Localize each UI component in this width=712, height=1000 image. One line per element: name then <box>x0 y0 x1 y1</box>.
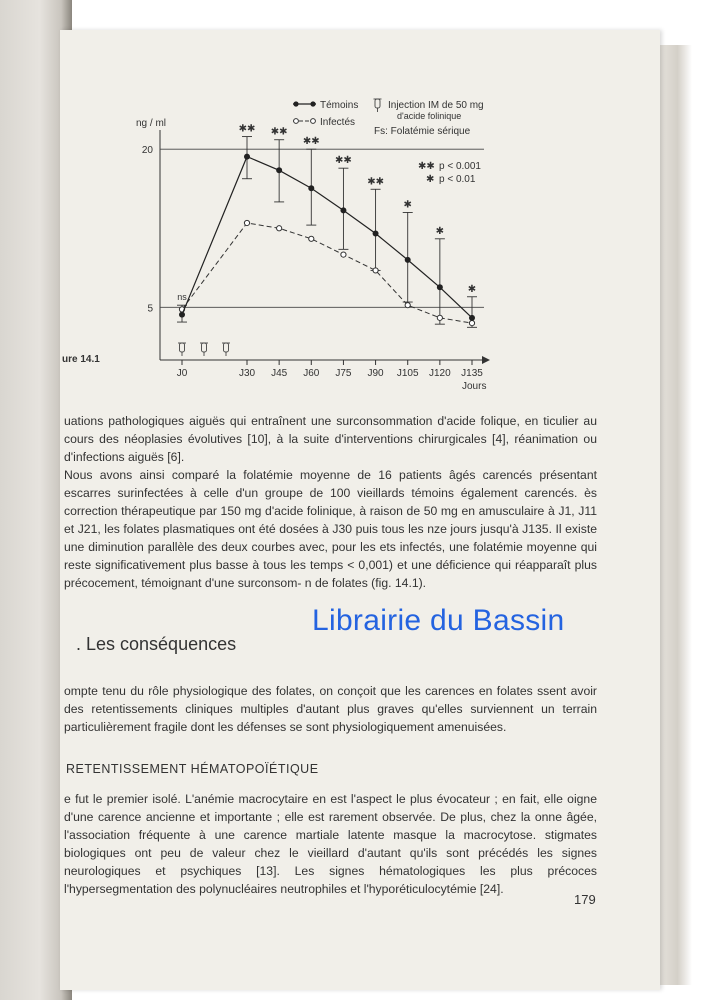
legend-p01-marker: ✱ <box>426 174 435 185</box>
legend-label-temoins: Témoins <box>320 100 359 111</box>
page-number: 179 <box>574 892 596 907</box>
legend-fs: Fs: Folatémie sérique <box>374 126 471 137</box>
syringe-icon <box>224 343 229 352</box>
x-tick-label: J60 <box>303 368 320 379</box>
point-infectes <box>405 303 410 308</box>
y-axis-label: ng / ml <box>136 118 167 129</box>
paragraph-4: e fut le premier isolé. L'anémie macrocytaire en est l'aspect le plus évocateur ; en fait, elle oigne d'une carence ancienne et importante ; elle est rarement observée. De plus, chez la onne âgée, l'association fréquente à une carence martiale latente masque la macrocytose. stigmates biologiques ont peu de valeur chez le vieillard d'autant qu'ils sont précédés les signes neurologiques et psychiques [13]. Les signes hématologiques les plus précoces l'hypersegmentation des polynucléaires neutrophiles et l'hyporéticulocytémie [24]. <box>64 792 597 896</box>
significance-label: ✱ <box>467 283 477 295</box>
x-tick-label: J0 <box>176 368 188 379</box>
x-tick-label: J105 <box>396 368 419 379</box>
paragraph-3: ompte tenu du rôle physiologique des folates, on conçoit que les carences en folates ssent avoir des retentissements cliniques multiples d'autant plus graves qu'elles surviennent un terrain particulièrement fragile dont les défenses se sont physiologiquement amenuisées. <box>64 684 597 734</box>
point-temoins <box>179 312 185 318</box>
y-tick-label: 20 <box>141 145 153 157</box>
point-infectes <box>437 315 442 320</box>
point-temoins <box>373 231 379 237</box>
section-title: . Les conséquences <box>76 634 237 654</box>
x-tick-label: J120 <box>429 368 451 379</box>
point-infectes <box>309 236 314 241</box>
series-line-infectes <box>182 223 472 323</box>
legend-p001-marker: ✱✱ <box>418 161 435 172</box>
legend-syringe-icon <box>375 99 380 108</box>
significance-label: ✱✱ <box>302 136 320 148</box>
point-temoins <box>469 315 475 321</box>
significance-label: ✱ <box>435 225 445 237</box>
watermark: Librairie du Bassin <box>312 604 565 637</box>
folate-chart <box>0 0 712 400</box>
paragraph-2: Nous avons ainsi comparé la folatémie moyenne de 16 patients âgés carencés présentant escarres surinfectées à celle d'un groupe de 100 vieillards témoins également carencés. ès correction thérapeutique par 150 mg d'acide folinique, à raison de 50 mg en amusculaire à J1, J11 et J21, les folates plasmatiques ont été dosées à J30 puis tous les nze jours jusqu'à J135. Il existe une diminution parallèle des deux courbes avec, pour les ets infectés, une folatémie moyenne qui reste significativement plus basse à tous les temps < 0,001) et une déficience qui réapparaît plus précocement, témoignant d'une surconsom- n de folates (fig. 14.1). <box>64 468 597 590</box>
point-temoins <box>340 207 346 213</box>
x-tick-label: J30 <box>238 368 256 379</box>
y-tick-label: 5 <box>147 303 153 315</box>
point-temoins <box>437 284 443 290</box>
x-axis-label: Jours <box>462 381 487 392</box>
legend-injection-line1: Injection IM de 50 mg <box>388 100 484 111</box>
legend-label-infectes: Infectés <box>320 117 356 128</box>
subheading: RETENTISSEMENT HÉMATOPOÏÉTIQUE <box>66 762 319 776</box>
legend-dot-temoins <box>310 101 315 106</box>
point-temoins <box>276 167 282 173</box>
point-infectes <box>244 220 249 225</box>
significance-label: ✱✱ <box>335 155 352 167</box>
point-infectes <box>277 226 282 231</box>
legend-circle-infectes <box>294 119 299 124</box>
figure-label: ure 14.1 <box>62 354 100 365</box>
significance-label: ns <box>177 292 187 303</box>
significance-label: ✱✱ <box>270 126 288 138</box>
point-temoins <box>308 185 314 191</box>
point-temoins <box>244 154 250 160</box>
x-axis-arrow <box>482 356 490 364</box>
legend-dot-temoins <box>293 101 298 106</box>
significance-label: ✱ <box>403 199 412 211</box>
point-infectes <box>373 268 378 273</box>
syringe-icon <box>180 343 185 352</box>
paragraph-1: uations pathologiques aiguës qui entraînent une surconsommation d'acide folique, en ticulier au cours des néoplasies évolutives [10], à la suite d'interventions chirurgicales [4], réanimation ou d'infections aiguës [6]. <box>64 414 597 464</box>
legend-p01: p < 0.01 <box>439 174 476 185</box>
legend-circle-infectes <box>311 119 316 124</box>
point-temoins <box>405 257 411 263</box>
x-tick-label: J75 <box>335 368 352 379</box>
significance-label: ✱✱ <box>238 123 256 135</box>
x-tick-label: J45 <box>271 368 288 379</box>
x-tick-label: J135 <box>461 368 483 379</box>
legend-injection-line2: d'acide folinique <box>397 111 462 121</box>
syringe-icon <box>202 343 207 352</box>
x-tick-label: J90 <box>367 368 384 379</box>
point-infectes <box>469 321 474 326</box>
significance-label: ✱✱ <box>367 176 384 188</box>
point-infectes <box>341 252 346 257</box>
legend-p001: p < 0.001 <box>439 161 481 172</box>
